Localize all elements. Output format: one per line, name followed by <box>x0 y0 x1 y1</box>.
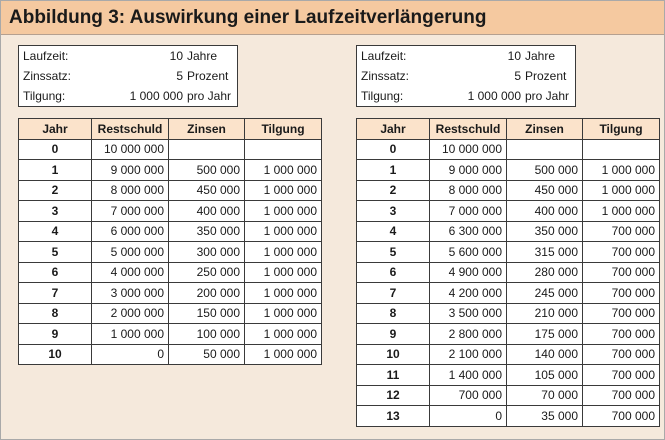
table-row <box>19 180 322 201</box>
param-unit: Prozent <box>525 66 576 86</box>
year-cell: 4 <box>357 221 430 242</box>
tilgung-cell: 700 000 <box>583 365 660 386</box>
zinsen-cell: 350 000 <box>507 221 583 242</box>
restschuld-cell: 7 000 000 <box>430 201 507 222</box>
zinsen-cell: 250 000 <box>169 262 245 283</box>
restschuld-cell: 4 200 000 <box>430 283 507 304</box>
year-cell: 2 <box>357 180 430 201</box>
zinsen-cell: 300 000 <box>169 242 245 263</box>
year-cell: 9 <box>19 324 92 345</box>
tilgung-cell: 700 000 <box>583 406 660 427</box>
param-value: 1 000 000 <box>103 86 187 107</box>
param-label: Tilgung: <box>19 86 104 107</box>
zinsen-cell: 175 000 <box>507 324 583 345</box>
zinsen-cell: 105 000 <box>507 365 583 386</box>
tilgung-cell: 1 000 000 <box>245 180 322 201</box>
param-value: 10 <box>103 46 187 67</box>
zinsen-cell: 70 000 <box>507 385 583 406</box>
zinsen-cell: 210 000 <box>507 303 583 324</box>
restschuld-cell: 9 000 000 <box>92 160 169 181</box>
param-label: Laufzeit: <box>19 46 104 67</box>
tilgung-cell: 700 000 <box>583 262 660 283</box>
param-label: Zinssatz: <box>19 66 104 86</box>
header-row <box>357 119 660 140</box>
zinsen-cell: 450 000 <box>169 180 245 201</box>
table-row <box>357 160 660 181</box>
restschuld-cell: 3 500 000 <box>430 303 507 324</box>
restschuld-cell: 4 900 000 <box>430 262 507 283</box>
figure-title: Abbildung 3: Auswirkung einer Laufzeitverlängerung <box>9 7 487 28</box>
table-row <box>19 344 322 365</box>
zinsen-cell: 200 000 <box>169 283 245 304</box>
restschuld-cell: 4 000 000 <box>92 262 169 283</box>
tilgung-cell <box>245 139 322 160</box>
year-cell: 4 <box>19 221 92 242</box>
year-cell: 0 <box>19 139 92 160</box>
table-row <box>357 283 660 304</box>
restschuld-cell: 1 000 000 <box>92 324 169 345</box>
zinsen-cell: 450 000 <box>507 180 583 201</box>
year-cell: 5 <box>19 242 92 263</box>
col-header-restschuld: Restschuld <box>92 119 169 140</box>
year-cell: 9 <box>357 324 430 345</box>
restschuld-cell: 6 000 000 <box>92 221 169 242</box>
header-row <box>19 119 322 140</box>
restschuld-cell: 6 300 000 <box>430 221 507 242</box>
param-row <box>357 86 576 107</box>
restschuld-cell: 5 000 000 <box>92 242 169 263</box>
table-row <box>357 324 660 345</box>
param-row <box>19 66 238 86</box>
year-cell: 1 <box>19 160 92 181</box>
param-row <box>19 46 238 67</box>
param-row <box>19 86 238 107</box>
restschuld-cell: 10 000 000 <box>92 139 169 160</box>
restschuld-cell: 2 000 000 <box>92 303 169 324</box>
table-row <box>19 221 322 242</box>
col-header-jahr: Jahr <box>19 119 92 140</box>
tilgung-cell: 1 000 000 <box>245 242 322 263</box>
table-row <box>357 201 660 222</box>
tilgung-cell: 1 000 000 <box>245 221 322 242</box>
param-unit: Jahre <box>525 46 576 67</box>
tilgung-cell: 1 000 000 <box>245 303 322 324</box>
tilgung-cell: 1 000 000 <box>583 180 660 201</box>
table-row <box>357 139 660 160</box>
year-cell: 2 <box>19 180 92 201</box>
tilgung-cell: 700 000 <box>583 344 660 365</box>
zinsen-cell: 500 000 <box>507 160 583 181</box>
year-cell: 8 <box>357 303 430 324</box>
restschuld-cell: 5 600 000 <box>430 242 507 263</box>
repayment-table-right <box>356 118 660 427</box>
year-cell: 6 <box>357 262 430 283</box>
tilgung-cell: 1 000 000 <box>245 344 322 365</box>
year-cell: 10 <box>357 344 430 365</box>
table-row <box>19 283 322 304</box>
params-table-left <box>18 45 238 107</box>
table-row <box>357 365 660 386</box>
col-header-jahr: Jahr <box>357 119 430 140</box>
restschuld-cell: 8 000 000 <box>430 180 507 201</box>
year-cell: 10 <box>19 344 92 365</box>
zinsen-cell <box>169 139 245 160</box>
zinsen-cell <box>507 139 583 160</box>
zinsen-cell: 150 000 <box>169 303 245 324</box>
param-label: Zinssatz: <box>357 66 442 86</box>
zinsen-cell: 350 000 <box>169 221 245 242</box>
param-unit: pro Jahr <box>187 86 238 107</box>
table-row <box>357 303 660 324</box>
restschuld-cell: 0 <box>92 344 169 365</box>
year-cell: 5 <box>357 242 430 263</box>
param-label: Laufzeit: <box>357 46 442 67</box>
tilgung-cell: 700 000 <box>583 324 660 345</box>
table-row <box>19 262 322 283</box>
table-row <box>357 406 660 427</box>
table-row <box>357 262 660 283</box>
tilgung-cell: 700 000 <box>583 221 660 242</box>
table-row <box>19 201 322 222</box>
tilgung-cell: 1 000 000 <box>245 262 322 283</box>
tilgung-cell: 1 000 000 <box>245 283 322 304</box>
param-value: 5 <box>176 69 183 83</box>
restschuld-cell: 3 000 000 <box>92 283 169 304</box>
tilgung-cell: 700 000 <box>583 303 660 324</box>
tilgung-cell: 1 000 000 <box>583 160 660 181</box>
year-cell: 7 <box>357 283 430 304</box>
table-row <box>19 139 322 160</box>
zinsen-cell: 35 000 <box>507 406 583 427</box>
restschuld-cell: 1 400 000 <box>430 365 507 386</box>
zinsen-cell: 280 000 <box>507 262 583 283</box>
restschuld-cell: 2 800 000 <box>430 324 507 345</box>
zinsen-cell: 140 000 <box>507 344 583 365</box>
params-table-right <box>356 45 576 107</box>
col-header-zinsen: Zinsen <box>507 119 583 140</box>
restschuld-cell: 9 000 000 <box>430 160 507 181</box>
year-cell: 13 <box>357 406 430 427</box>
table-row <box>357 385 660 406</box>
col-header-zinsen: Zinsen <box>169 119 245 140</box>
year-cell: 3 <box>19 201 92 222</box>
restschuld-cell: 8 000 000 <box>92 180 169 201</box>
param-row <box>357 66 576 86</box>
year-cell: 3 <box>357 201 430 222</box>
table-row <box>357 344 660 365</box>
col-header-tilgung: Tilgung <box>583 119 660 140</box>
param-unit: Jahre <box>187 46 238 67</box>
param-label: Tilgung: <box>357 86 442 107</box>
col-header-tilgung: Tilgung <box>245 119 322 140</box>
year-cell: 11 <box>357 365 430 386</box>
tilgung-cell: 700 000 <box>583 385 660 406</box>
tilgung-cell: 1 000 000 <box>245 160 322 181</box>
tilgung-cell: 1 000 000 <box>245 201 322 222</box>
table-row <box>19 242 322 263</box>
year-cell: 0 <box>357 139 430 160</box>
restschuld-cell: 700 000 <box>430 385 507 406</box>
table-row <box>357 180 660 201</box>
zinsen-cell: 100 000 <box>169 324 245 345</box>
restschuld-cell: 0 <box>430 406 507 427</box>
table-row <box>19 324 322 345</box>
table-row <box>19 160 322 181</box>
restschuld-cell: 10 000 000 <box>430 139 507 160</box>
param-value: 10 <box>441 46 525 67</box>
param-unit: Prozent <box>187 66 238 86</box>
table-row <box>19 303 322 324</box>
zinsen-cell: 315 000 <box>507 242 583 263</box>
zinsen-cell: 245 000 <box>507 283 583 304</box>
table-row <box>357 242 660 263</box>
restschuld-cell: 2 100 000 <box>430 344 507 365</box>
zinsen-cell: 400 000 <box>507 201 583 222</box>
param-row <box>357 46 576 67</box>
param-value: 5 <box>514 69 521 83</box>
col-header-restschuld: Restschuld <box>430 119 507 140</box>
restschuld-cell: 7 000 000 <box>92 201 169 222</box>
tilgung-cell: 700 000 <box>583 242 660 263</box>
year-cell: 12 <box>357 385 430 406</box>
repayment-table-left <box>18 118 322 365</box>
year-cell: 7 <box>19 283 92 304</box>
table-row <box>357 221 660 242</box>
tilgung-cell: 1 000 000 <box>245 324 322 345</box>
zinsen-cell: 500 000 <box>169 160 245 181</box>
year-cell: 6 <box>19 262 92 283</box>
year-cell: 8 <box>19 303 92 324</box>
tilgung-cell: 1 000 000 <box>583 201 660 222</box>
tilgung-cell <box>583 139 660 160</box>
param-value: 1 000 000 <box>441 86 525 107</box>
title-bar <box>1 1 664 35</box>
year-cell: 1 <box>357 160 430 181</box>
zinsen-cell: 400 000 <box>169 201 245 222</box>
zinsen-cell: 50 000 <box>169 344 245 365</box>
tilgung-cell: 700 000 <box>583 283 660 304</box>
param-unit: pro Jahr <box>525 86 576 107</box>
